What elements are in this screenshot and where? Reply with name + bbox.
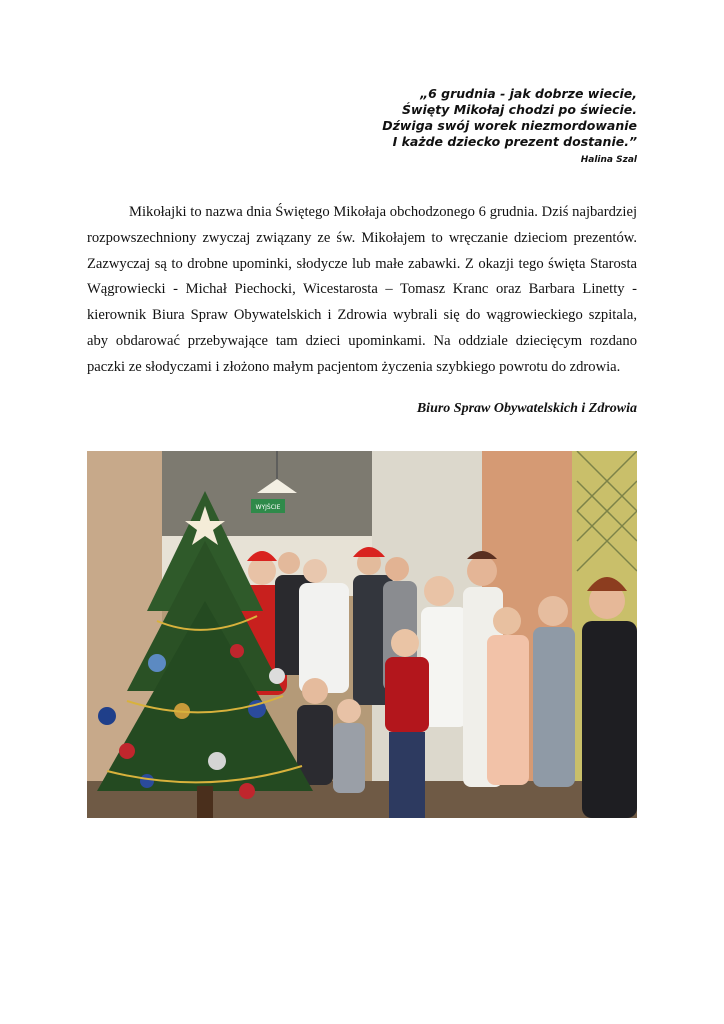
poem-line: Dźwiga swój worek niezmordowanie <box>382 118 637 133</box>
poem-line: Święty Mikołaj chodzi po świecie. <box>401 102 637 117</box>
event-photo <box>87 451 637 818</box>
poem-author: Halina Szal <box>580 155 637 165</box>
exit-sign-label: WYJŚCIE <box>255 504 281 511</box>
poem-line: I każde dziecko prezent dostanie.” <box>392 134 637 149</box>
article-paragraph: Mikołajki to nazwa dnia Świętego Mikołaja obchodzonego 6 grudnia. Dziś najbardziej rozpowszechniony zwyczaj związany ze św. Mikołajem to wręczanie dzieciom prezentów. Zazwyczaj są to drobne upominki, słodycze lub małe zabawki. Z okazji tego święta Starosta Wągrowiecki - Michał Piechocki, Wicestarosta – Tomasz Kranc oraz Barbara Linetty - kierownik Biura Spraw Obywatelskich i Zdrowia wybrali się do wągrowieckiego szpitala, aby obdarować przebywające tam dzieci upominkami. Na oddziale dziecięcym rozdano paczki ze słodyczami i złożono małym pacjentom życzenia szybkiego powrotu do zdrowia. <box>87 204 637 375</box>
signature: Biuro Spraw Obywatelskich i Zdrowia <box>416 401 637 416</box>
poem-line: „6 grudnia - jak dobrze wiecie, <box>420 86 637 101</box>
photo-illustration <box>87 451 637 818</box>
poem-quote <box>382 86 637 150</box>
